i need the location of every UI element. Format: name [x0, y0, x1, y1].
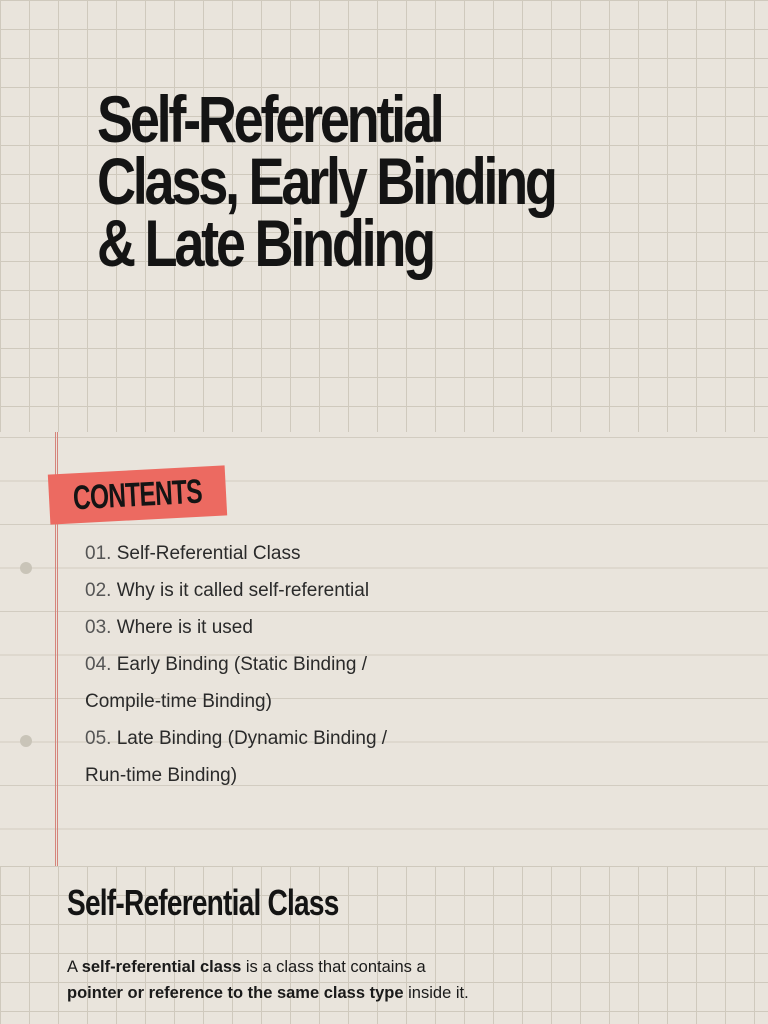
toc-item[interactable]: 01. Self-Referential Class: [85, 543, 301, 564]
contents-heading: CONTENTS: [72, 472, 203, 517]
binder-hole: [20, 735, 32, 747]
definition-paragraph: A self-referential class is a class that contains a pointer or reference to the same class type inside it.: [67, 958, 469, 1002]
binder-hole: [20, 562, 32, 574]
page-title: [97, 82, 556, 280]
toc-item-continued: Compile-time Binding): [85, 691, 272, 712]
body-section: [0, 866, 768, 1024]
title-section: [0, 0, 768, 432]
title-line-1: Self-Referential: [97, 82, 442, 156]
section-heading: Self-Referential Class: [67, 882, 339, 923]
title-line-3: & Late Binding: [97, 206, 433, 280]
toc-item-continued: Run-time Binding): [85, 765, 238, 786]
toc-item[interactable]: 04. Early Binding (Static Binding /: [85, 654, 367, 675]
contents-section: [0, 432, 768, 866]
table-of-contents: [85, 535, 387, 794]
contents-tag: [48, 465, 227, 524]
toc-item[interactable]: 05. Late Binding (Dynamic Binding /: [85, 728, 388, 749]
toc-item[interactable]: 03. Where is it used: [85, 617, 253, 638]
title-line-2: Class, Early Binding: [97, 144, 555, 218]
toc-item[interactable]: 02. Why is it called self-referential: [85, 580, 370, 601]
